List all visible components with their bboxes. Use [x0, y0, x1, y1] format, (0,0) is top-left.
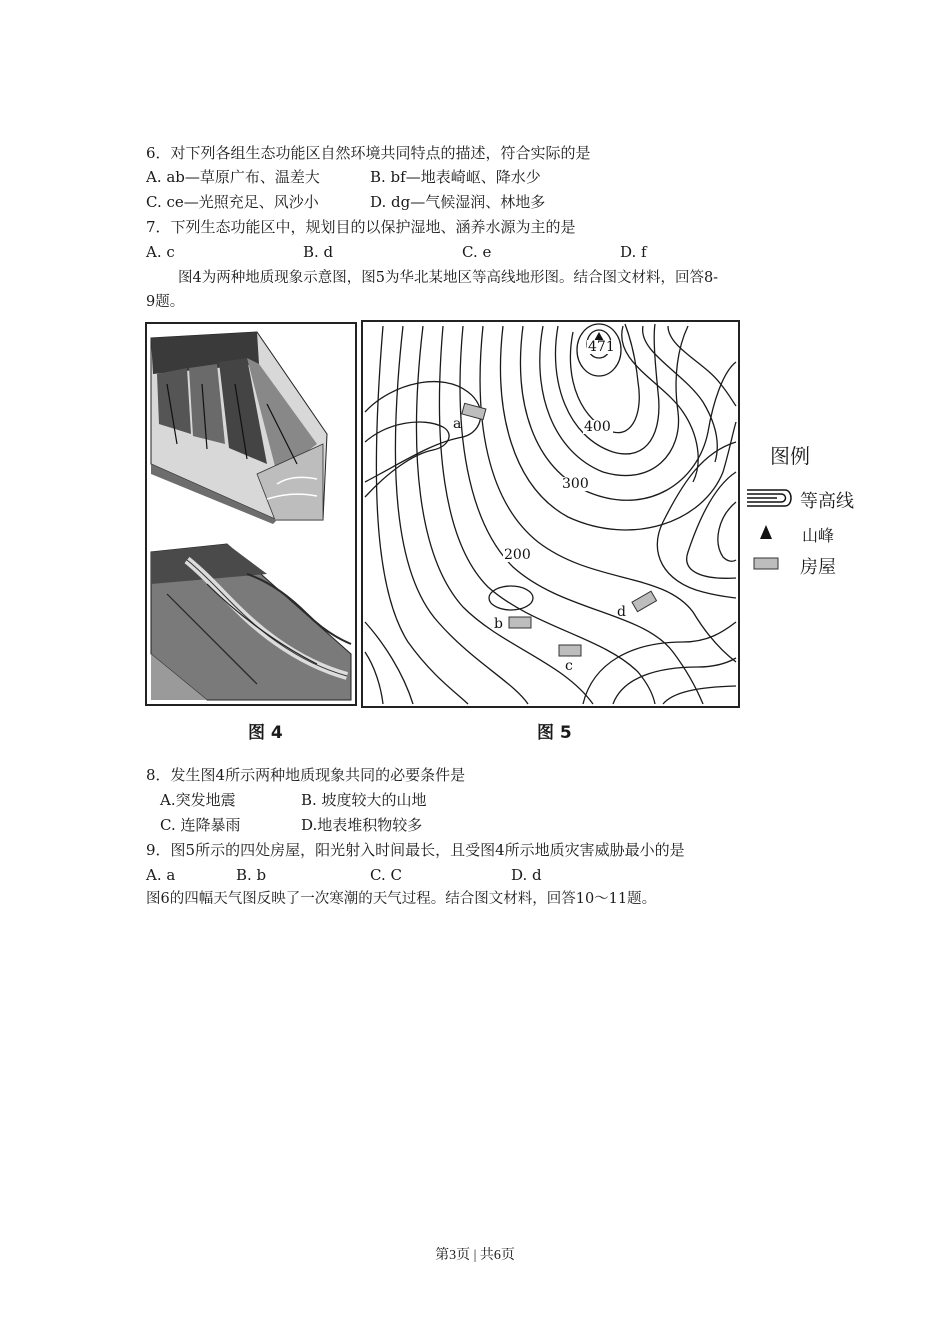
house-d-label: d — [617, 604, 626, 620]
figure-5-frame — [361, 320, 740, 708]
house-a-icon — [462, 403, 486, 419]
figure-5-contour-map — [363, 322, 738, 706]
legend-peak-label: 山峰 — [802, 526, 835, 545]
q9-option-d: D. d — [511, 866, 542, 884]
intro-8-9-line2: 9题。 — [146, 294, 185, 310]
house-d-icon — [632, 591, 657, 612]
contour-200-label: 200 — [504, 547, 531, 563]
q6-option-c: C. ce—光照充足、风沙小 — [146, 193, 319, 211]
q6-option-b: B. bf—地表崎岖、降水少 — [370, 168, 541, 186]
intro-10-11: 图6的四幅天气图反映了一次寒潮的天气过程。结合图文材料，回答10～11题。 — [146, 891, 657, 907]
q8-option-a: A.突发地震 — [160, 791, 236, 809]
debris-flow-block-diagram — [151, 544, 351, 700]
house-legend-icon — [752, 556, 782, 572]
figure-4-caption: 图 4 — [248, 723, 283, 743]
figure-4-frame — [145, 322, 357, 706]
contour-lines — [365, 324, 736, 704]
contour-400-label: 400 — [584, 419, 611, 435]
legend-house-label: 房屋 — [800, 557, 836, 578]
q8-option-c: C. 连降暴雨 — [160, 816, 241, 834]
house-b-label: b — [494, 616, 503, 632]
legend-title: 图例 — [770, 444, 810, 468]
contour-300-label: 300 — [562, 476, 589, 492]
house-c-icon — [559, 645, 581, 656]
page-footer: 第3页 | 共6页 — [435, 1248, 515, 1263]
q7-stem: 7．下列生态功能区中，规划目的以保护湿地、涵养水源为主的是 — [146, 218, 576, 236]
q6-option-d: D. dg—气候湿润、林地多 — [370, 193, 546, 211]
figure-4-illustration — [147, 324, 355, 704]
q7-option-b: B. d — [303, 243, 334, 261]
q9-option-b: B. b — [236, 866, 267, 884]
q7-option-d: D. f — [620, 243, 647, 261]
collapse-block-diagram — [151, 332, 327, 524]
intro-8-9-line1: 图4为两种地质现象示意图，图5为华北某地区等高线地形图。结合图文材料，回答8- — [178, 270, 719, 286]
q8-option-d: D.地表堆积物较多 — [301, 816, 423, 834]
legend-contour-label: 等高线 — [800, 491, 854, 512]
contour-legend-icon — [745, 486, 797, 510]
q9-stem: 9．图5所示的四处房屋，阳光射入时间最长，且受图4所示地质灾害威胁最小的是 — [146, 841, 685, 859]
q9-option-c: C. C — [370, 866, 402, 884]
q7-option-c: C. e — [462, 243, 492, 261]
house-b-icon — [509, 617, 531, 628]
peak-legend-icon — [758, 524, 774, 540]
q8-stem: 8．发生图4所示两种地质现象共同的必要条件是 — [146, 766, 466, 784]
house-a-label: a — [453, 416, 462, 432]
q7-option-a: A. c — [146, 243, 175, 261]
q8-option-b: B. 坡度较大的山地 — [301, 791, 427, 809]
q6-option-a: A. ab—草原广布、温差大 — [146, 168, 320, 186]
peak-elevation-label: 471 — [588, 339, 615, 355]
q9-option-a: A. a — [146, 866, 176, 884]
figure-5-caption: 图 5 — [537, 723, 572, 743]
house-c-label: c — [565, 658, 573, 674]
q6-stem: 6．对下列各组生态功能区自然环境共同特点的描述，符合实际的是 — [146, 144, 591, 162]
